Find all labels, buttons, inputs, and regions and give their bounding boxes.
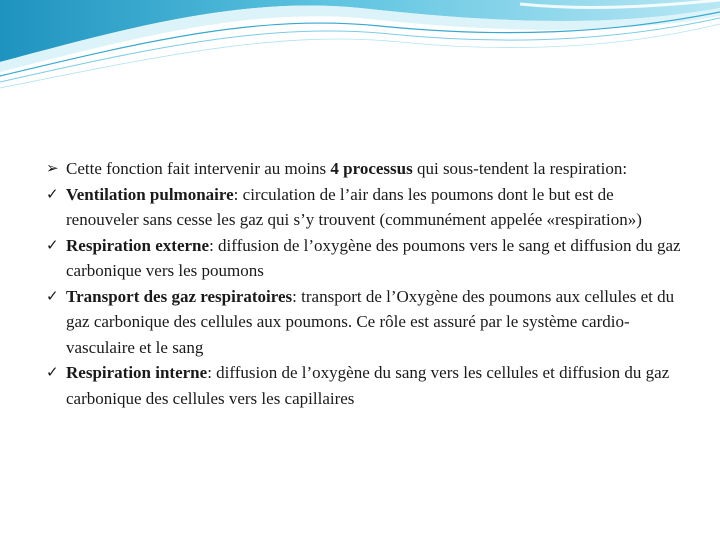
process-description: : circulation de l’air dans les poumons dont le but est de renouveler sans cesse les gaz qui s’y trouvent (communément appelée «respiration») <box>66 184 642 229</box>
process-description: : transport de l’Oxygène des poumons aux cellules et du gaz carbonique des cellules aux poumons. Ce rôle est assuré par le système cardio-vasculaire et le sang <box>66 286 675 357</box>
check-bullet-icon: ✓ <box>46 363 59 381</box>
check-bullet-icon: ✓ <box>46 235 59 254</box>
arrow-bullet-icon: ➢ <box>46 159 59 177</box>
bullet-list <box>46 156 686 411</box>
process-term: Respiration interne <box>66 363 208 382</box>
process-term: Ventilation pulmonaire <box>66 184 234 204</box>
process-item <box>46 284 686 361</box>
process-term: Transport des gaz respiratoires <box>66 286 293 306</box>
intro-bold-text: 4 processus <box>330 159 413 178</box>
intro-text-end: qui sous-tendent la respiration: <box>412 159 628 178</box>
process-term: Respiration externe <box>66 235 210 255</box>
process-item <box>46 182 686 233</box>
process-description: : diffusion de l’oxygène du sang vers les cellules et diffusion du gaz carbonique des cellules vers les capillaires <box>66 363 670 408</box>
header-wave-decoration <box>0 0 720 90</box>
process-item <box>46 360 686 411</box>
process-item <box>46 233 686 284</box>
process-description: : diffusion de l’oxygène des poumons vers le sang et diffusion du gaz carbonique vers les poumons <box>66 235 681 280</box>
check-bullet-icon: ✓ <box>46 184 59 203</box>
check-bullet-icon: ✓ <box>46 286 59 305</box>
intro-item <box>46 156 686 182</box>
intro-text: Cette fonction fait intervenir au moins <box>66 159 331 178</box>
